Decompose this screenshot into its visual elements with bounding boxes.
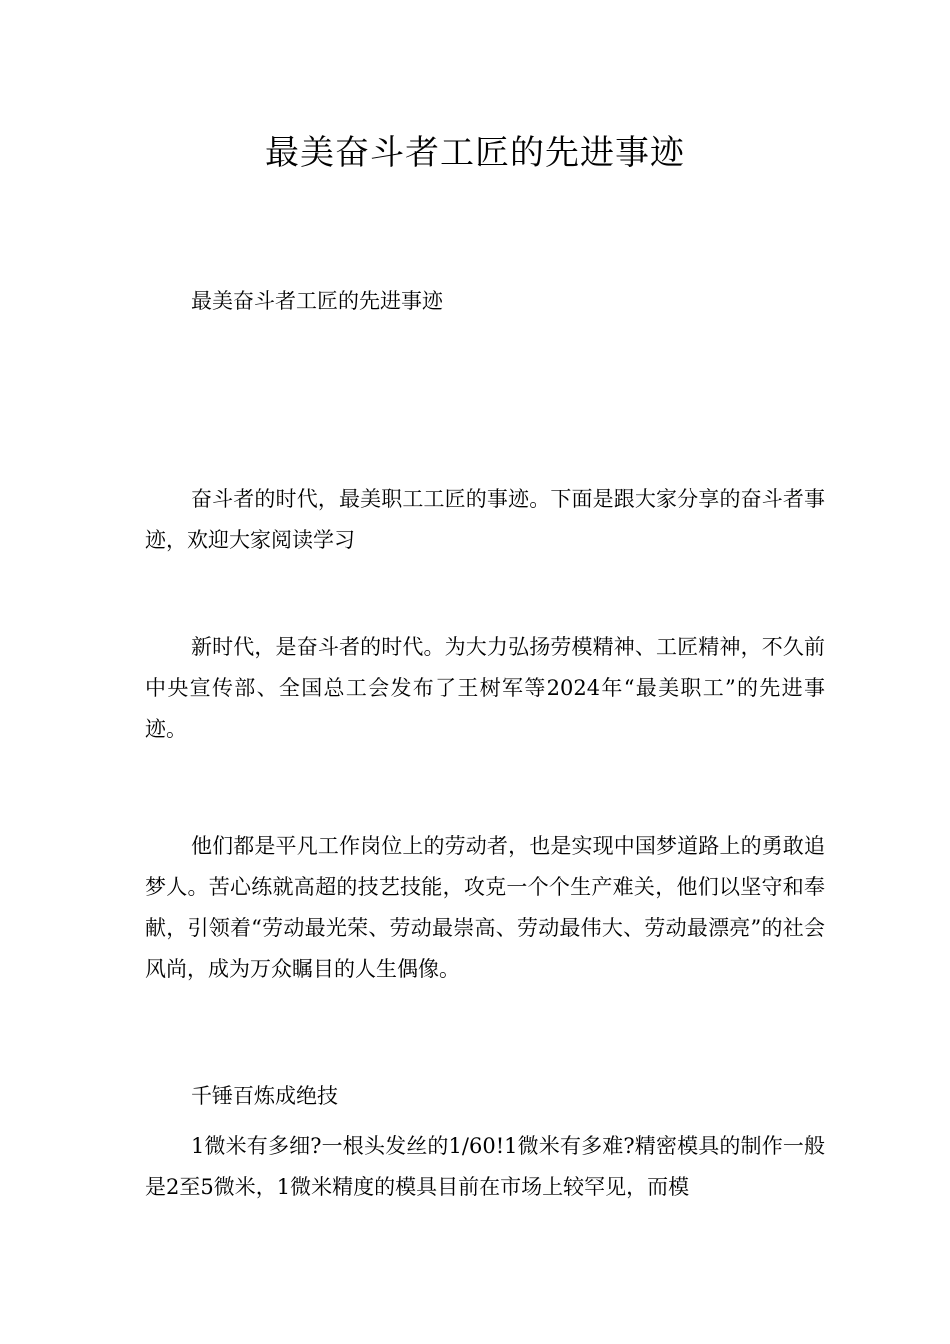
document-title: 最美奋斗者工匠的先进事迹 [265,133,685,173]
era-paragraph: 新时代，是奋斗者的时代。为大力弘扬劳模精神、工匠精神，不久前中央宣传部、全国总工会发布了王树军等2024年“最美职工”的先进事迹。 [145,635,825,741]
intro-paragraph: 奋斗者的时代，最美职工工匠的事迹。下面是跟大家分享的奋斗者事迹，欢迎大家阅读学习 [145,487,825,552]
subtitle-paragraph: 最美奋斗者工匠的先进事迹 [191,289,443,313]
workers-paragraph: 他们都是平凡工作岗位上的劳动者，也是实现中国梦道路上的勇敢追梦人。苦心练就高超的技艺技能，攻克一个个生产难关，他们以坚守和奉献，引领着“劳动最光荣、劳动最崇高、劳动最伟大、劳动最漂亮”的社会风尚，成为万众瞩目的人生偶像。 [145,834,825,981]
section-heading: 千锤百炼成绝技 [191,1084,338,1108]
micron-paragraph: 1微米有多细?一根头发丝的1/60!1微米有多难?精密模具的制作一般是2至5微米，1微米精度的模具目前在市场上较罕见，而模 [145,1134,825,1199]
